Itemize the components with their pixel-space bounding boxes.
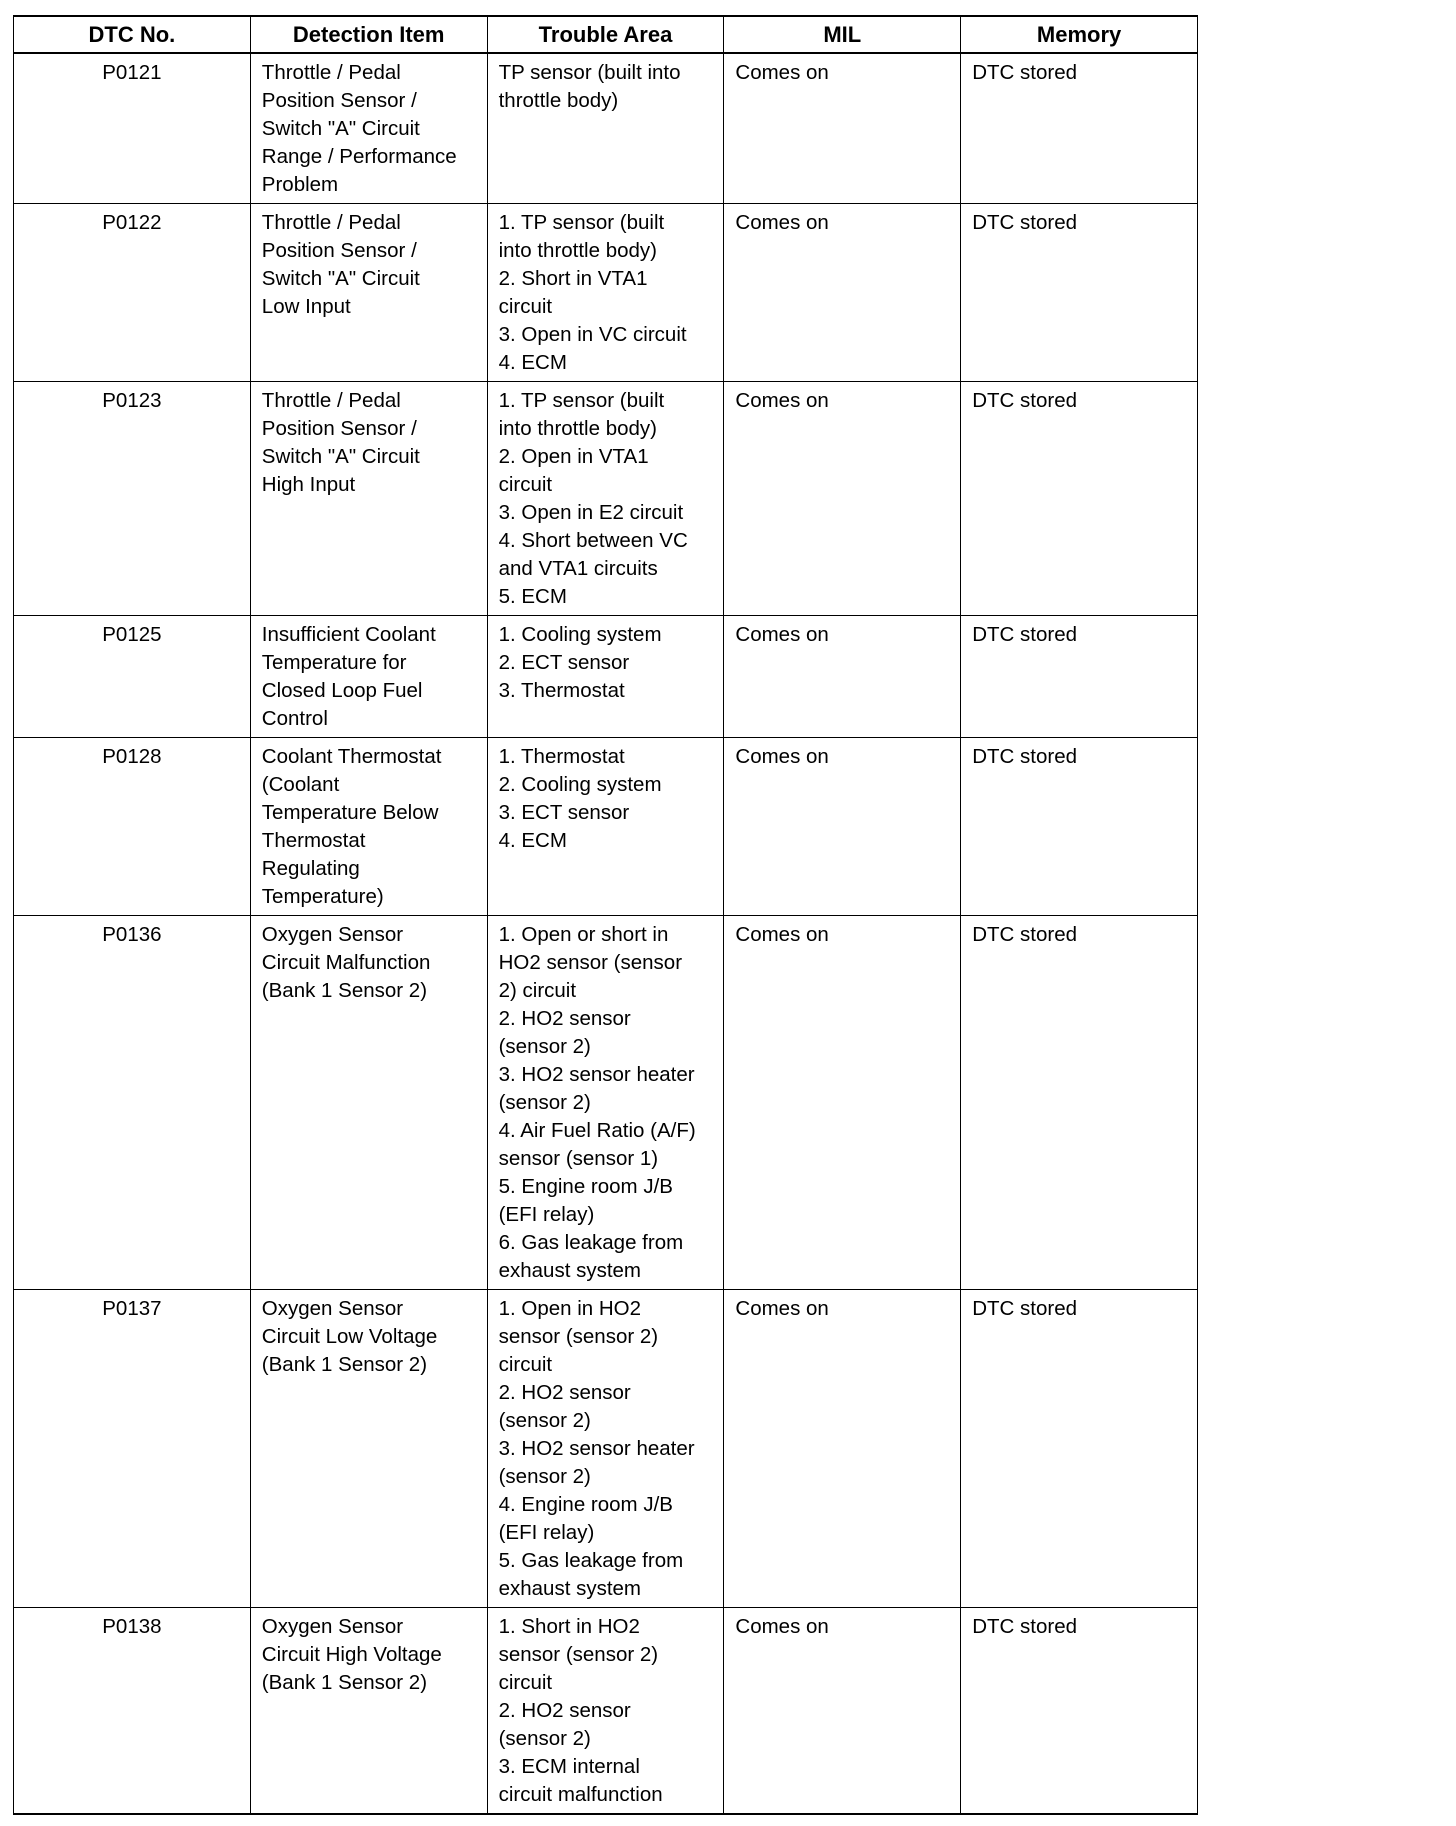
trouble-area-line: 3. ECM internal [498,1755,640,1778]
detection-item-line: Position Sensor / [261,89,417,112]
trouble-area-line: sensor (sensor 1) [498,1147,659,1170]
detection-item-line: Switch "A" Circuit [261,117,420,140]
header-trouble-area: Trouble Area [487,16,724,53]
detection-item-line: (Bank 1 Sensor 2) [261,979,428,1002]
trouble-area-line: circuit [498,1671,553,1694]
trouble-area-cell [487,916,724,1290]
trouble-area-line: 2. HO2 sensor [498,1381,631,1404]
trouble-area-line: (sensor 2) [498,1091,591,1114]
table-row [14,1290,1198,1608]
trouble-area-line: throttle body) [498,89,619,112]
detection-item-line: Oxygen Sensor [261,1615,404,1638]
trouble-area-line: (sensor 2) [498,1409,591,1432]
trouble-area-cell [487,1290,724,1608]
trouble-area-line: 2. Open in VTA1 [498,445,649,468]
trouble-area-line: TP sensor (built into [498,61,681,84]
dtc-code-cell: P0123 [14,382,251,616]
header-detection-item: Detection Item [250,16,487,53]
detection-item-line: Position Sensor / [261,417,417,440]
detection-item-line: Temperature for [261,651,407,674]
table-row [14,616,1198,738]
detection-item-cell [250,53,487,204]
memory-cell: DTC stored [961,1290,1198,1608]
detection-item-cell [250,204,487,382]
dtc-code-cell: P0138 [14,1608,251,1815]
dtc-table [13,15,1198,1815]
trouble-area-line: 2) circuit [498,979,577,1002]
trouble-area-line: (EFI relay) [498,1203,595,1226]
detection-item-line: Temperature Below [261,801,439,824]
table-row [14,204,1198,382]
trouble-area-line: HO2 sensor (sensor [498,951,683,974]
trouble-area-line: 6. Gas leakage from [498,1231,684,1254]
memory-cell: DTC stored [961,916,1198,1290]
trouble-area-line: (sensor 2) [498,1035,591,1058]
memory-cell: DTC stored [961,204,1198,382]
header-memory: Memory [961,16,1198,53]
table-row [14,738,1198,916]
trouble-area-line: 5. Gas leakage from [498,1549,684,1572]
dtc-code-cell: P0136 [14,916,251,1290]
detection-item-line: Switch "A" Circuit [261,267,420,290]
detection-item-line: Thermostat [261,829,366,852]
detection-item-cell [250,1290,487,1608]
memory-cell: DTC stored [961,1608,1198,1815]
trouble-area-cell [487,1608,724,1815]
trouble-area-line: 4. ECM [498,351,567,374]
detection-item-line: Low Input [261,295,351,318]
trouble-area-cell [487,53,724,204]
trouble-area-cell [487,738,724,916]
trouble-area-line: (sensor 2) [498,1727,591,1750]
trouble-area-line: and VTA1 circuits [498,557,658,580]
trouble-area-line: exhaust system [498,1259,642,1282]
mil-cell: Comes on [724,738,961,916]
dtc-code-cell: P0125 [14,616,251,738]
trouble-area-line: 3. Open in VC circuit [498,323,687,346]
mil-cell: Comes on [724,53,961,204]
mil-cell: Comes on [724,1290,961,1608]
detection-item-line: Switch "A" Circuit [261,445,420,468]
detection-item-line: Temperature) [261,885,384,908]
memory-cell: DTC stored [961,738,1198,916]
detection-item-line: Range / Performance [261,145,457,168]
detection-item-line: Oxygen Sensor [261,1297,404,1320]
trouble-area-line: 4. Short between VC [498,529,688,552]
detection-item-line: Throttle / Pedal [261,389,401,412]
mil-cell: Comes on [724,382,961,616]
trouble-area-line: 5. Engine room J/B [498,1175,673,1198]
table-row [14,382,1198,616]
trouble-area-cell [487,204,724,382]
memory-cell: DTC stored [961,616,1198,738]
detection-item-line: Problem [261,173,339,196]
memory-cell: DTC stored [961,53,1198,204]
table-row [14,1608,1198,1815]
detection-item-line: Closed Loop Fuel [261,679,423,702]
trouble-area-line: 3. Thermostat [498,679,625,702]
trouble-area-line: into throttle body) [498,417,657,440]
trouble-area-line: 1. Short in HO2 [498,1615,640,1638]
dtc-code-cell: P0137 [14,1290,251,1608]
detection-item-cell [250,1608,487,1815]
mil-cell: Comes on [724,616,961,738]
detection-item-cell [250,738,487,916]
memory-cell: DTC stored [961,382,1198,616]
dtc-code-cell: P0122 [14,204,251,382]
trouble-area-line: 1. Cooling system [498,623,662,646]
dtc-code-cell: P0128 [14,738,251,916]
detection-item-line: Regulating [261,857,360,880]
trouble-area-line: 1. Thermostat [498,745,625,768]
detection-item-line: Circuit Low Voltage [261,1325,438,1348]
trouble-area-line: circuit [498,1353,553,1376]
trouble-area-line: 4. ECM [498,829,567,852]
trouble-area-line: 4. Engine room J/B [498,1493,673,1516]
mil-cell: Comes on [724,204,961,382]
trouble-area-line: 3. ECT sensor [498,801,630,824]
detection-item-line: (Bank 1 Sensor 2) [261,1671,428,1694]
trouble-area-line: circuit malfunction [498,1783,663,1806]
trouble-area-line: sensor (sensor 2) [498,1325,659,1348]
trouble-area-line: sensor (sensor 2) [498,1643,659,1666]
detection-item-line: Throttle / Pedal [261,211,401,234]
trouble-area-line: 2. Short in VTA1 [498,267,648,290]
dtc-code-cell: P0121 [14,53,251,204]
mil-cell: Comes on [724,916,961,1290]
detection-item-line: High Input [261,473,356,496]
trouble-area-line: circuit [498,473,553,496]
trouble-area-line: 1. TP sensor (built [498,389,665,412]
detection-item-line: (Bank 1 Sensor 2) [261,1353,428,1376]
trouble-area-line: 1. Open in HO2 [498,1297,642,1320]
trouble-area-line: 4. Air Fuel Ratio (A/F) [498,1119,696,1142]
detection-item-cell [250,916,487,1290]
trouble-area-line: 5. ECM [498,585,567,608]
detection-item-line: Throttle / Pedal [261,61,401,84]
trouble-area-line: 3. HO2 sensor heater [498,1437,695,1460]
detection-item-line: (Coolant [261,773,340,796]
detection-item-cell [250,382,487,616]
detection-item-line: Position Sensor / [261,239,417,262]
mil-cell: Comes on [724,1608,961,1815]
header-mil: MIL [724,16,961,53]
detection-item-line: Coolant Thermostat [261,745,442,768]
trouble-area-line: circuit [498,295,553,318]
trouble-area-line: 1. TP sensor (built [498,211,665,234]
table-body [14,53,1198,1814]
trouble-area-line: into throttle body) [498,239,657,262]
trouble-area-line: 2. HO2 sensor [498,1007,631,1030]
table-header [14,16,1198,53]
trouble-area-line: 2. HO2 sensor [498,1699,631,1722]
trouble-area-line: 1. Open or short in [498,923,669,946]
trouble-area-line: 2. Cooling system [498,773,662,796]
detection-item-cell [250,616,487,738]
trouble-area-cell [487,382,724,616]
trouble-area-line: 2. ECT sensor [498,651,630,674]
header-dtc-no: DTC No. [14,16,251,53]
header-row [14,16,1198,53]
table-row [14,916,1198,1290]
trouble-area-line: (EFI relay) [498,1521,595,1544]
trouble-area-line: 3. HO2 sensor heater [498,1063,695,1086]
trouble-area-cell [487,616,724,738]
detection-item-line: Circuit Malfunction [261,951,431,974]
detection-item-line: Control [261,707,328,730]
trouble-area-line: 3. Open in E2 circuit [498,501,684,524]
detection-item-line: Circuit High Voltage [261,1643,442,1666]
trouble-area-line: (sensor 2) [498,1465,591,1488]
trouble-area-line: exhaust system [498,1577,642,1600]
detection-item-line: Insufficient Coolant [261,623,436,646]
detection-item-line: Oxygen Sensor [261,923,404,946]
table-row [14,53,1198,204]
